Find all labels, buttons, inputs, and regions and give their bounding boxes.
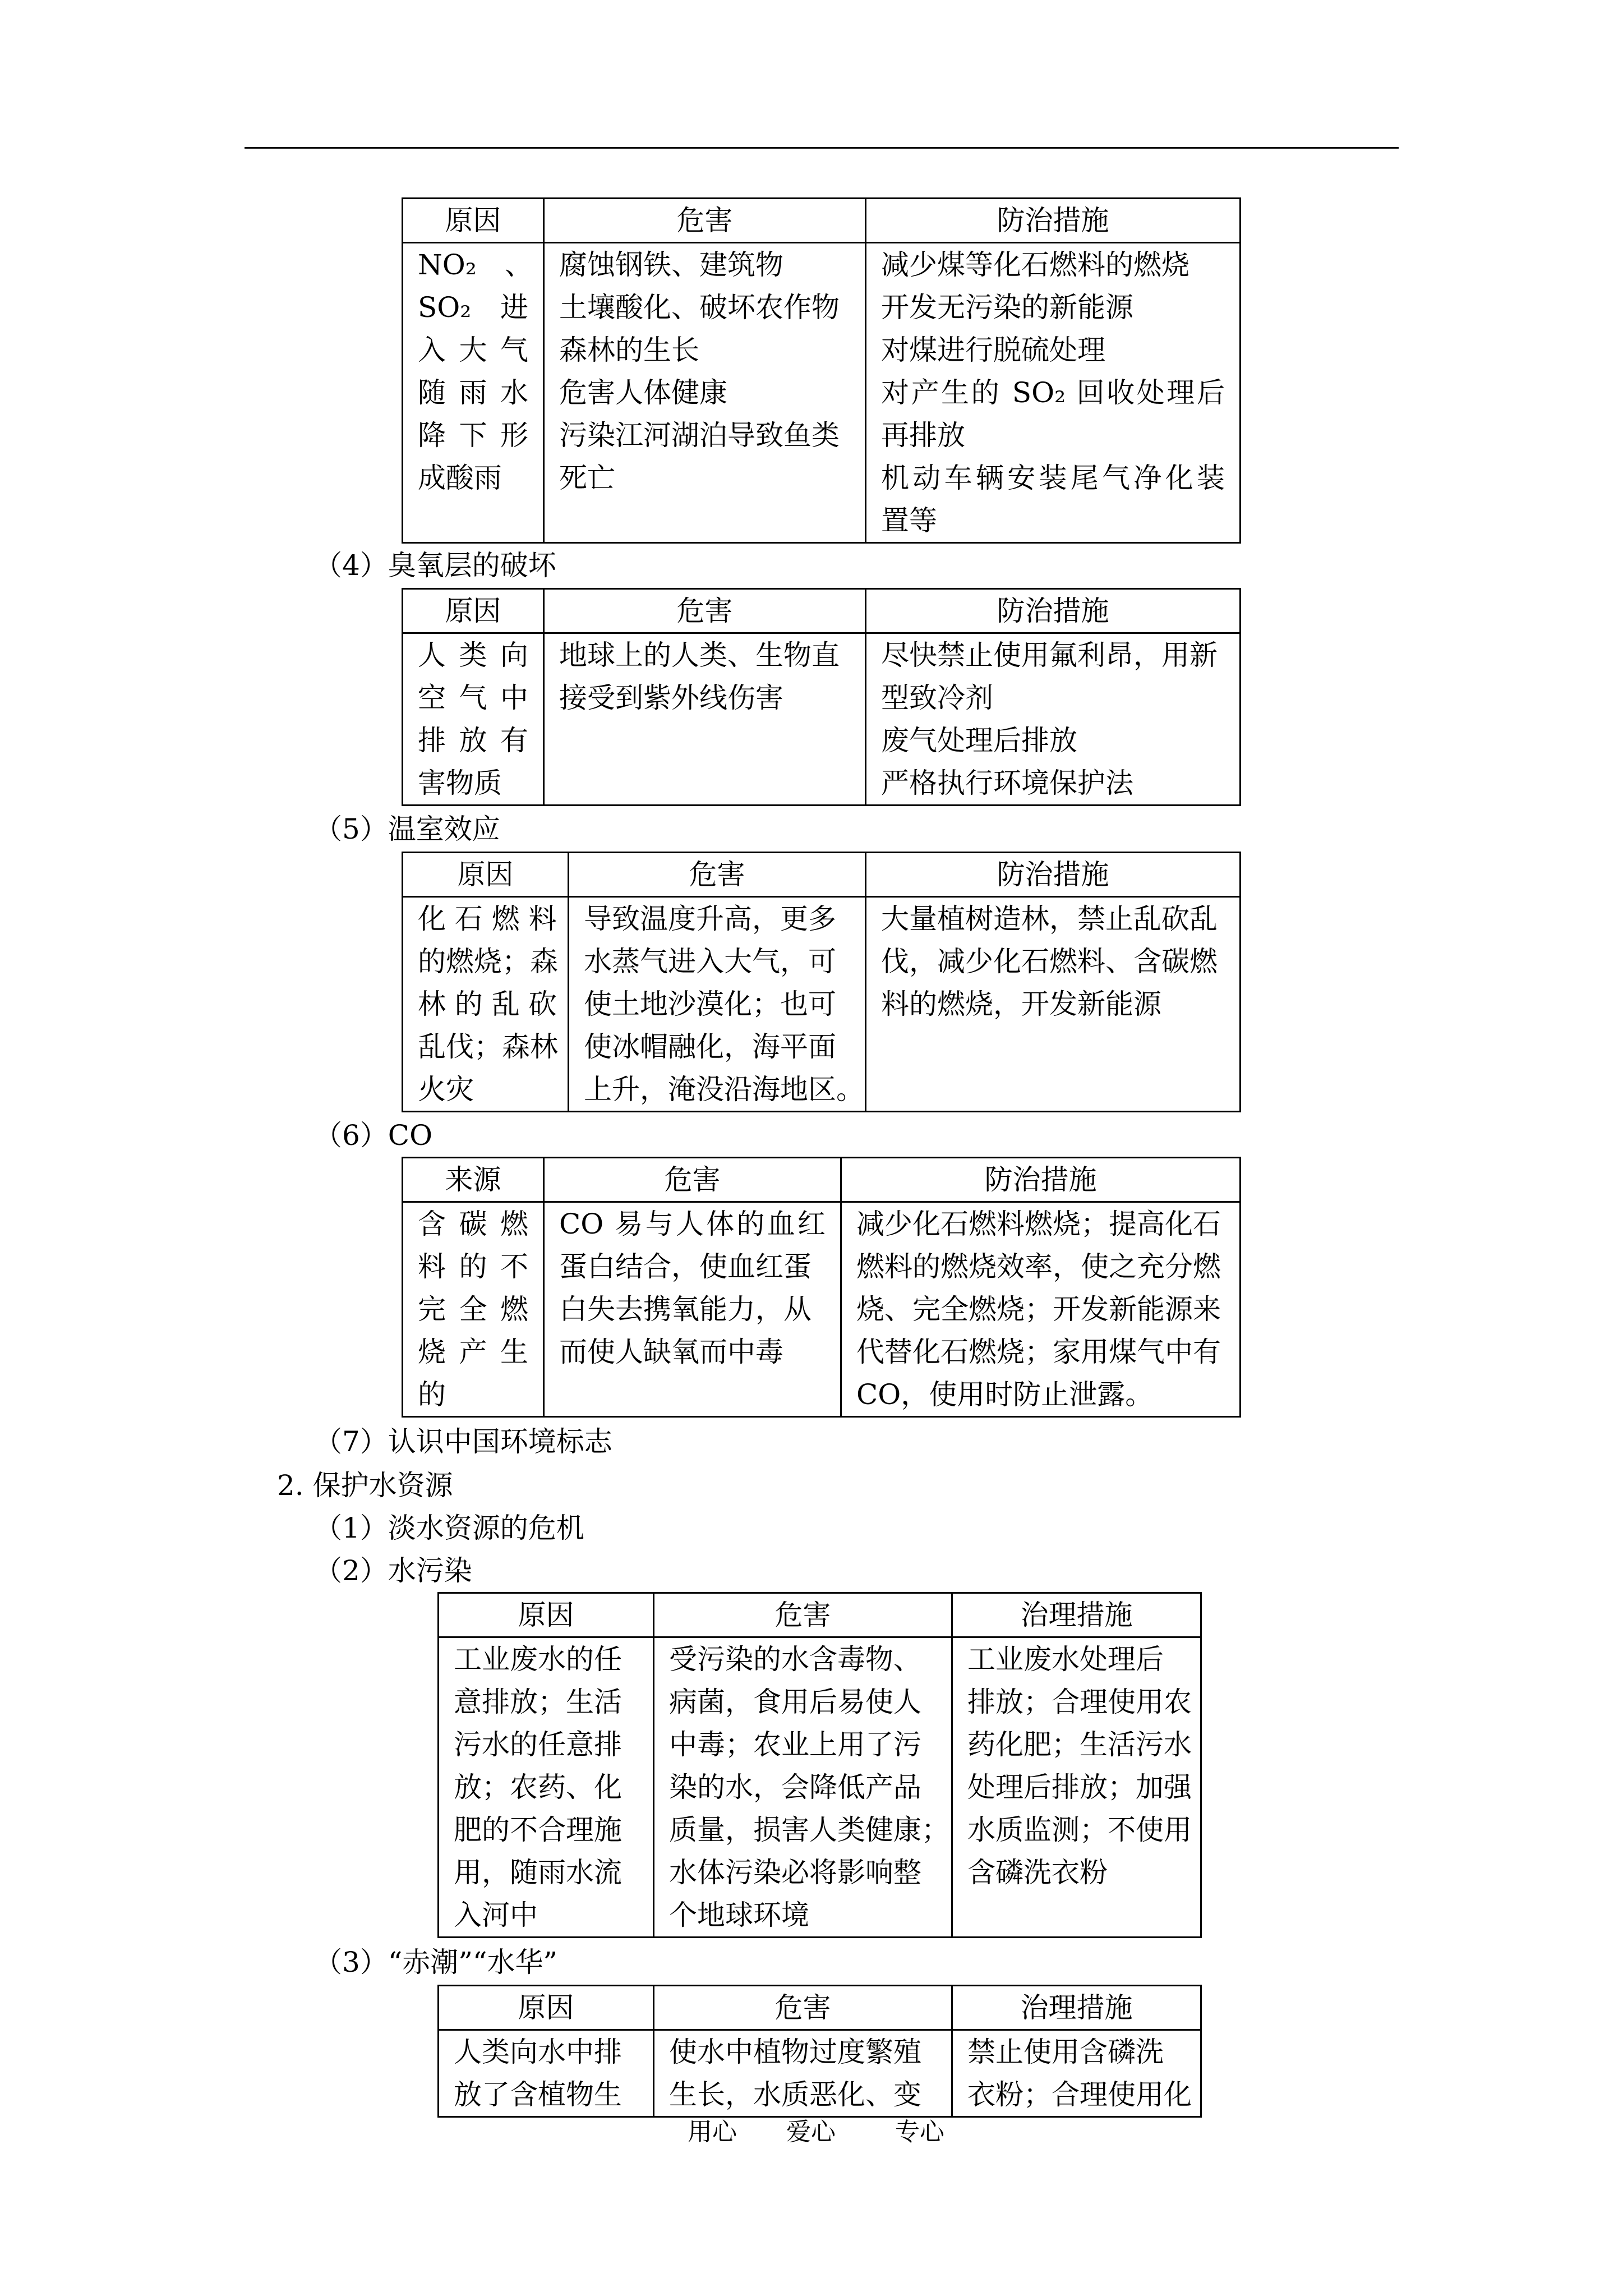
measure-line: 尽快禁止使用氟利昂，用新	[881, 639, 1218, 671]
cause-line: 用，随雨水流	[454, 1856, 622, 1889]
cause-line: 害物质	[418, 767, 502, 799]
measure-line: 型致冷剂	[881, 682, 993, 714]
cause-line: 的燃烧；森	[418, 945, 558, 978]
section-heading-protect-water: 2. 保护水资源	[277, 1469, 453, 1502]
measures-cell	[866, 897, 1241, 1112]
harm-line: 危害人体健康	[559, 376, 727, 409]
measure-line: 烧、完全燃烧；开发新能源来	[856, 1293, 1221, 1326]
harm-line: 水蒸气进入大气，可	[584, 945, 836, 978]
cause-line: 工业废水的任	[454, 1643, 622, 1676]
measure-line: 代替化石燃烧；家用煤气中有	[856, 1336, 1221, 1368]
table-row	[403, 897, 1241, 1112]
harm-line: 接受到紫外线伤害	[559, 682, 783, 714]
harm-line: 使土地沙漠化；也可	[584, 988, 836, 1020]
measure-line: 衣粉；合理使用化	[967, 2078, 1192, 2111]
section-heading-co: （6）CO	[314, 1119, 433, 1152]
greenhouse-table	[402, 852, 1241, 1112]
harm-line: 质量，损害人类健康；	[669, 1814, 949, 1846]
col-header-harm: 危害	[569, 853, 866, 897]
table-header-row	[403, 1158, 1241, 1202]
col-header-harm: 危害	[544, 1158, 841, 1202]
cause-line: 降 下 形	[418, 419, 528, 452]
section-heading-red-tide: （3）“赤潮”“水华”	[314, 1946, 558, 1978]
co-table	[402, 1157, 1241, 1418]
col-header-measures: 治理措施	[952, 1986, 1201, 2030]
red-tide-table	[437, 1985, 1202, 2118]
harm-line: 上升，淹没沿海地区。	[584, 1073, 864, 1106]
measure-line: 料的燃烧，开发新能源	[881, 988, 1161, 1020]
col-header-cause: 原因	[403, 199, 544, 243]
water-pollution-table	[437, 1592, 1202, 1938]
harm-cell	[654, 2030, 952, 2117]
footer-word: 爱心	[786, 2118, 836, 2146]
cause-line: 化 石 燃 料	[418, 903, 557, 935]
col-header-source: 来源	[403, 1158, 544, 1202]
table-row	[439, 2030, 1201, 2117]
footer-word: 专心	[895, 2118, 944, 2146]
cause-line: 肥的不合理施	[454, 1814, 622, 1846]
cause-line: 料 的 不	[418, 1250, 528, 1283]
harm-cell	[544, 633, 866, 806]
harm-line: 森林的生长	[559, 334, 699, 366]
measure-line: 减少煤等化石燃料的燃烧	[881, 249, 1189, 281]
harm-line: 受污染的水含毒物、	[669, 1643, 921, 1676]
cause-cell	[439, 2030, 654, 2117]
source-cell	[403, 1202, 544, 1417]
section-heading-freshwater-crisis: （1）淡水资源的危机	[314, 1512, 584, 1544]
col-header-measures: 防治措施	[866, 589, 1241, 633]
col-header-harm: 危害	[544, 589, 866, 633]
cause-line: 乱伐；森林	[418, 1030, 558, 1063]
measure-line: 水质监测；不使用	[967, 1814, 1192, 1846]
harm-line: 使水中植物过度繁殖	[669, 2036, 921, 2068]
harm-line: 污染江河湖泊导致鱼类	[559, 419, 840, 452]
harm-line: 中毒；农业上用了污	[669, 1728, 921, 1761]
measure-line: 对煤进行脱硫处理	[881, 334, 1105, 366]
table-header-row	[439, 1593, 1201, 1637]
section-heading-env-labels: （7）认识中国环境标志	[314, 1425, 612, 1458]
measure-line: 含磷洗衣粉	[967, 1856, 1108, 1889]
measure-line: 开发无污染的新能源	[881, 291, 1133, 324]
harm-line: 蛋白结合，使血红蛋	[559, 1250, 811, 1283]
table-header-row	[403, 853, 1241, 897]
measure-line: 禁止使用含磷洗	[967, 2036, 1164, 2068]
footer-word: 用心	[688, 2118, 737, 2146]
cause-line: 成酸雨	[418, 462, 502, 494]
cause-line: 意排放；生活	[454, 1686, 622, 1718]
measures-cell	[952, 1637, 1201, 1938]
cause-line: 人 类 向	[418, 639, 528, 671]
table-row	[403, 243, 1241, 543]
cause-line: 入河中	[454, 1899, 538, 1931]
measure-line: 废气处理后排放	[881, 724, 1077, 757]
section-heading-ozone: （4）臭氧层的破坏	[314, 549, 556, 582]
cause-line: 排 放 有	[418, 724, 528, 757]
harm-line: 水体污染必将影响整	[669, 1856, 921, 1889]
cause-cell	[403, 633, 544, 806]
measure-line: 伐，减少化石燃料、含碳燃	[881, 945, 1218, 978]
table-header-row	[439, 1986, 1201, 2030]
col-header-measures: 治理措施	[952, 1593, 1201, 1637]
harm-line: 土壤酸化、破坏农作物	[559, 291, 840, 324]
cause-line: 烧 产 生	[418, 1336, 528, 1368]
harm-line: 导致温度升高，更多	[584, 903, 836, 935]
acid-rain-table	[402, 197, 1241, 544]
col-header-cause: 原因	[403, 589, 544, 633]
measure-line: 减少化石燃料燃烧；提高化石	[856, 1208, 1221, 1240]
harm-line: 而使人缺氧而中毒	[559, 1336, 783, 1368]
cause-cell	[439, 1637, 654, 1938]
harm-line: 腐蚀钢铁、建筑物	[559, 249, 783, 281]
table-row	[403, 1202, 1241, 1417]
harm-cell	[544, 1202, 841, 1417]
measure-line: 处理后排放；加强	[967, 1771, 1192, 1803]
measure-line: 置等	[881, 504, 937, 537]
col-header-harm: 危害	[544, 199, 866, 243]
cause-line: 污水的任意排	[454, 1728, 622, 1761]
harm-line: 染的水，会降低产品	[669, 1771, 921, 1803]
measure-line: 再排放	[881, 419, 965, 452]
measures-cell	[866, 243, 1241, 543]
measure-line: 严格执行环境保护法	[881, 767, 1133, 799]
cause-line: 的	[418, 1378, 446, 1411]
measure-line: 工业废水处理后	[967, 1643, 1164, 1676]
harm-cell	[544, 243, 866, 543]
cause-line: 放；农药、化	[454, 1771, 622, 1803]
table-row	[439, 1637, 1201, 1938]
measure-line: 燃料的燃烧效率，使之充分燃	[856, 1250, 1221, 1283]
cause-line: 随 雨 水	[418, 376, 528, 409]
harm-line: 个地球环境	[669, 1899, 809, 1931]
cause-cell	[403, 243, 544, 543]
col-header-cause: 原因	[439, 1986, 654, 2030]
col-header-cause: 原因	[439, 1593, 654, 1637]
col-header-harm: 危害	[654, 1986, 952, 2030]
cause-cell	[403, 897, 569, 1112]
cause-line: NO₂ 、	[418, 249, 533, 281]
col-header-measures: 防治措施	[866, 853, 1241, 897]
harm-cell	[654, 1637, 952, 1938]
harm-line: 死亡	[559, 462, 615, 494]
harm-line: 病菌，食用后易使人	[669, 1686, 921, 1718]
table-row	[403, 633, 1241, 806]
measure-line: 药化肥；生活污水	[967, 1728, 1192, 1761]
cause-line: 林 的 乱 砍	[418, 988, 557, 1020]
measure-line: 排放；合理使用农	[967, 1686, 1192, 1718]
harm-line: 生长，水质恶化、变	[669, 2078, 921, 2111]
cause-line: 入 大 气	[418, 334, 528, 366]
harm-line: 白失去携氧能力，从	[559, 1293, 811, 1326]
ozone-table	[402, 588, 1241, 806]
measures-cell	[841, 1202, 1241, 1417]
col-header-measures: 防治措施	[841, 1158, 1241, 1202]
cause-line: SO₂ 进	[418, 291, 528, 324]
harm-line: 地球上的人类、生物直	[559, 639, 840, 671]
col-header-measures: 防治措施	[866, 199, 1241, 243]
col-header-cause: 原因	[403, 853, 569, 897]
cause-line: 火灾	[418, 1073, 474, 1106]
measures-cell	[952, 2030, 1201, 2117]
cause-line: 空 气 中	[418, 682, 528, 714]
section-heading-greenhouse: （5）温室效应	[314, 813, 500, 845]
header-rule	[245, 147, 1399, 149]
measure-line: 对产生的 SO₂ 回收处理后	[881, 376, 1225, 409]
harm-line: 使冰帽融化，海平面	[584, 1030, 836, 1063]
cause-line: 人类向水中排	[454, 2036, 622, 2068]
measure-line: 机动车辆安装尾气净化装	[881, 462, 1225, 494]
section-heading-water-pollution: （2）水污染	[314, 1554, 472, 1587]
cause-line: 放了含植物生	[454, 2078, 622, 2111]
cause-line: 完 全 燃	[418, 1293, 528, 1326]
harm-line: CO 易与人体的血红	[559, 1208, 826, 1240]
cause-line: 含 碳 燃	[418, 1208, 528, 1240]
measure-line: CO，使用时防止泄露。	[856, 1378, 1154, 1411]
measure-line: 大量植树造林，禁止乱砍乱	[881, 903, 1218, 935]
harm-cell	[569, 897, 866, 1112]
table-header-row	[403, 589, 1241, 633]
table-header-row	[403, 199, 1241, 243]
col-header-harm: 危害	[654, 1593, 952, 1637]
measures-cell	[866, 633, 1241, 806]
